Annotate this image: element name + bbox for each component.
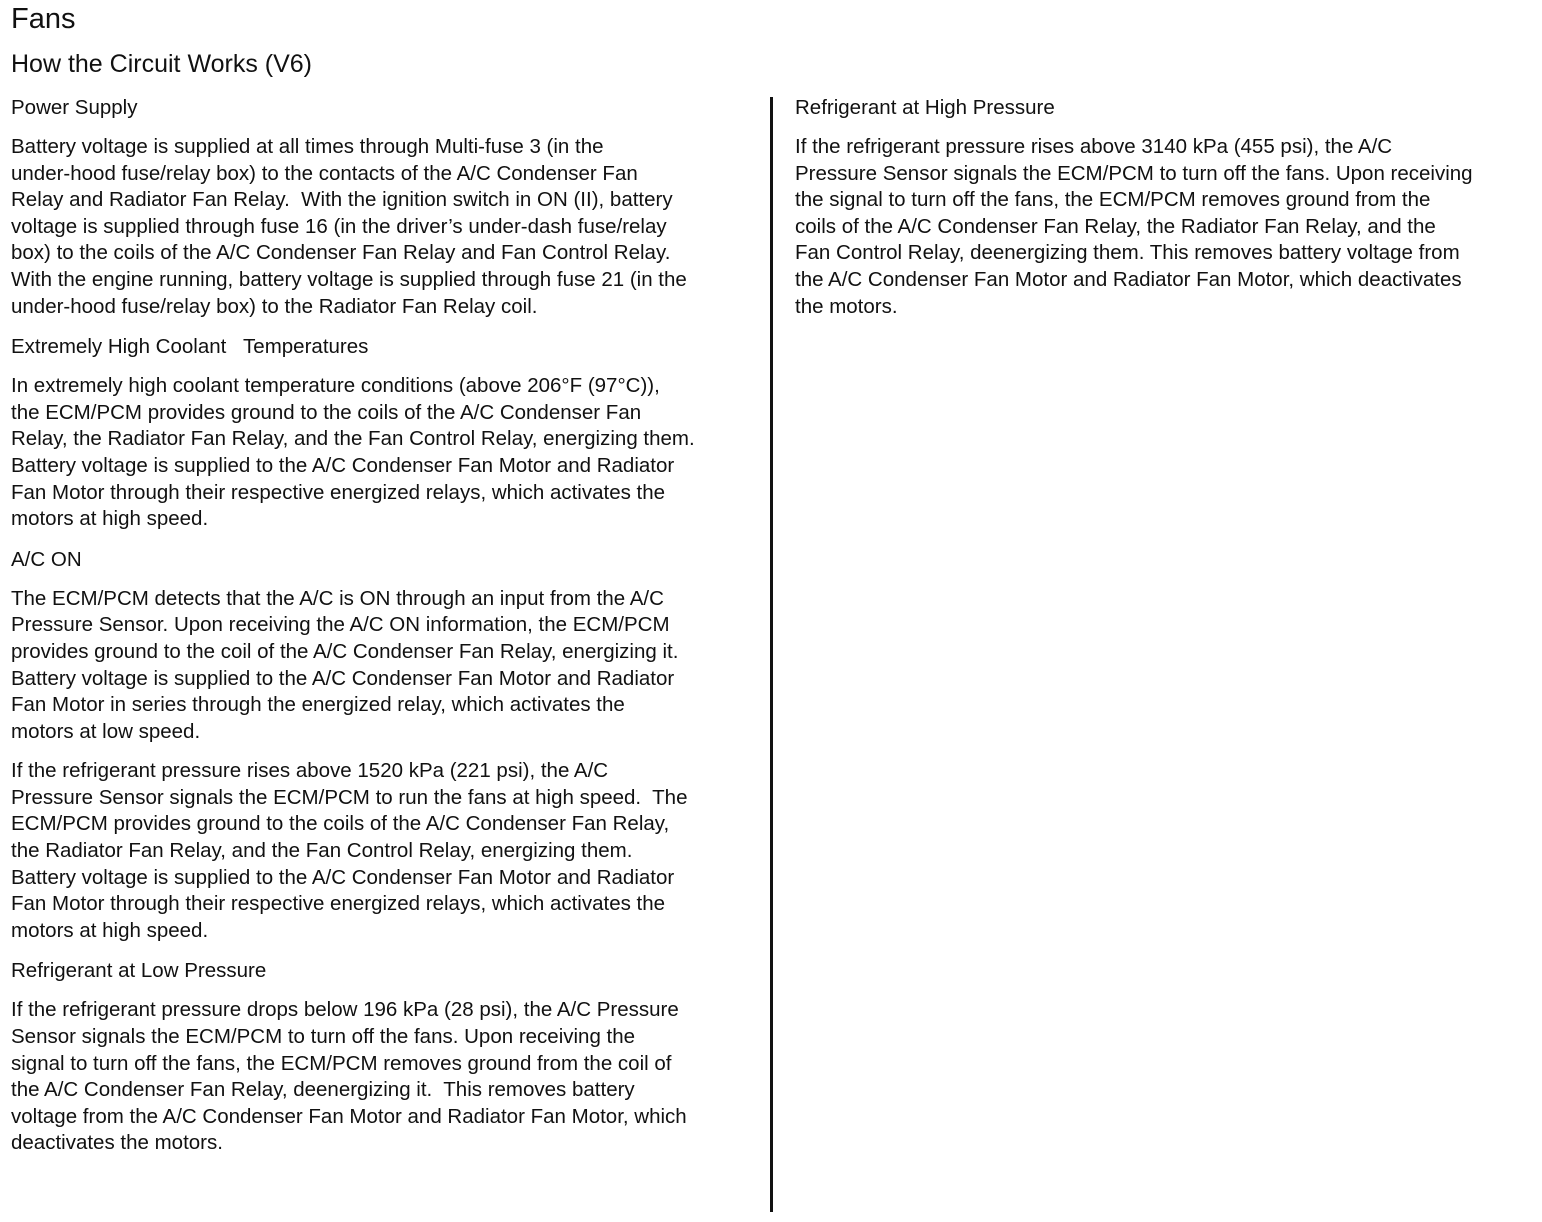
text-line: provides ground to the coil of the A/C Condenser Fan Relay, energizing it. bbox=[11, 639, 679, 663]
text-line: The ECM/PCM detects that the A/C is ON through an input from the A/C bbox=[11, 586, 664, 610]
high-pressure-heading: Refrigerant at High Pressure bbox=[795, 96, 1055, 119]
left-column bbox=[11, 94, 759, 1170]
text-line: In extremely high coolant temperature conditions (above 206°F (97°C)), bbox=[11, 374, 660, 398]
high-coolant-heading: Extremely High Coolant Temperatures bbox=[11, 335, 369, 359]
text-line: Relay, the Radiator Fan Relay, and the Fan Control Relay, energizing them. bbox=[11, 427, 695, 451]
text-line: Sensor signals the ECM/PCM to turn off the fans. Upon receiving the bbox=[11, 1025, 636, 1049]
text-line: voltage from the A/C Condenser Fan Motor and Radiator Fan Motor, which bbox=[11, 1104, 687, 1128]
text-line: voltage is supplied through fuse 16 (in the driver’s under-dash fuse/relay bbox=[11, 214, 667, 238]
text-line: ECM/PCM provides ground to the coils of the A/C Condenser Fan Relay, bbox=[11, 812, 670, 836]
text-line: the A/C Condenser Fan Motor and Radiator Fan Motor, which deactivates bbox=[795, 267, 1462, 291]
text-line: If the refrigerant pressure drops below 196 kPa (28 psi), the A/C Pressure bbox=[11, 998, 679, 1022]
right-column bbox=[795, 94, 1535, 333]
high-pressure-paragraph bbox=[795, 134, 1535, 320]
text-line: the ECM/PCM provides ground to the coils of the A/C Condenser Fan bbox=[11, 400, 642, 424]
low-pressure-section bbox=[11, 957, 759, 1157]
column-divider bbox=[770, 97, 773, 1212]
text-line: coils of the A/C Condenser Fan Relay, the Radiator Fan Relay, and the bbox=[795, 214, 1436, 238]
ac-on-heading: A/C ON bbox=[11, 547, 82, 571]
text-line: If the refrigerant pressure rises above 1520 kPa (221 psi), the A/C bbox=[11, 759, 609, 783]
ac-on-paragraph-1 bbox=[11, 586, 759, 746]
text-line: With the engine running, battery voltage is supplied through fuse 21 (in the bbox=[11, 267, 687, 291]
text-line: motors at low speed. bbox=[11, 719, 201, 743]
high-coolant-paragraph bbox=[11, 373, 759, 533]
section-title: How the Circuit Works (V6) bbox=[11, 50, 312, 78]
page-title: Fans bbox=[11, 3, 76, 35]
text-line: the signal to turn off the fans, the ECM/PCM removes ground from the bbox=[795, 188, 1431, 212]
text-line: deactivates the motors. bbox=[11, 1131, 223, 1155]
power-supply-heading: Power Supply bbox=[11, 96, 138, 119]
text-line: the Radiator Fan Relay, and the Fan Control Relay, energizing them. bbox=[11, 839, 633, 863]
text-line: Battery voltage is supplied to the A/C Condenser Fan Motor and Radiator bbox=[11, 453, 675, 477]
text-line: Fan Motor in series through the energized relay, which activates the bbox=[11, 693, 625, 717]
text-line: signal to turn off the fans, the ECM/PCM removes ground from the coil of bbox=[11, 1051, 672, 1075]
text-line: the A/C Condenser Fan Relay, deenergizing it. This removes battery bbox=[11, 1078, 635, 1102]
text-line: under-hood fuse/relay box) to the contacts of the A/C Condenser Fan bbox=[11, 161, 638, 185]
low-pressure-heading: Refrigerant at Low Pressure bbox=[11, 959, 267, 983]
text-line: motors at high speed. bbox=[11, 918, 209, 942]
ac-on-paragraph-2 bbox=[11, 758, 759, 944]
text-line: If the refrigerant pressure rises above 3140 kPa (455 psi), the A/C bbox=[795, 135, 1393, 158]
high-coolant-section bbox=[11, 333, 759, 533]
text-line: Battery voltage is supplied to the A/C Condenser Fan Motor and Radiator bbox=[11, 865, 675, 889]
text-line: Fan Control Relay, deenergizing them. This removes battery voltage from bbox=[795, 241, 1460, 265]
text-line: the motors. bbox=[795, 294, 898, 318]
power-supply-section bbox=[11, 94, 759, 320]
text-line: under-hood fuse/relay box) to the Radiator Fan Relay coil. bbox=[11, 294, 538, 318]
text-line: Fan Motor through their respective energized relays, which activates the bbox=[11, 892, 666, 916]
text-line: motors at high speed. bbox=[11, 507, 209, 531]
text-line: Battery voltage is supplied at all times through Multi-fuse 3 (in the bbox=[11, 135, 604, 158]
text-line: box) to the coils of the A/C Condenser Fan Relay and Fan Control Relay. bbox=[11, 241, 671, 265]
power-supply-paragraph bbox=[11, 134, 759, 320]
ac-on-section bbox=[11, 546, 759, 945]
text-line: Pressure Sensor signals the ECM/PCM to run the fans at high speed. The bbox=[11, 785, 688, 809]
text-line: Fan Motor through their respective energized relays, which activates the bbox=[11, 480, 666, 504]
text-line: Battery voltage is supplied to the A/C Condenser Fan Motor and Radiator bbox=[11, 666, 675, 690]
text-line: Pressure Sensor. Upon receiving the A/C ON information, the ECM/PCM bbox=[11, 613, 670, 637]
low-pressure-paragraph bbox=[11, 997, 759, 1157]
high-pressure-section bbox=[795, 94, 1535, 320]
text-line: Relay and Radiator Fan Relay. With the ignition switch in ON (II), battery bbox=[11, 188, 673, 212]
text-line: Pressure Sensor signals the ECM/PCM to turn off the fans. Upon receiving bbox=[795, 161, 1473, 185]
